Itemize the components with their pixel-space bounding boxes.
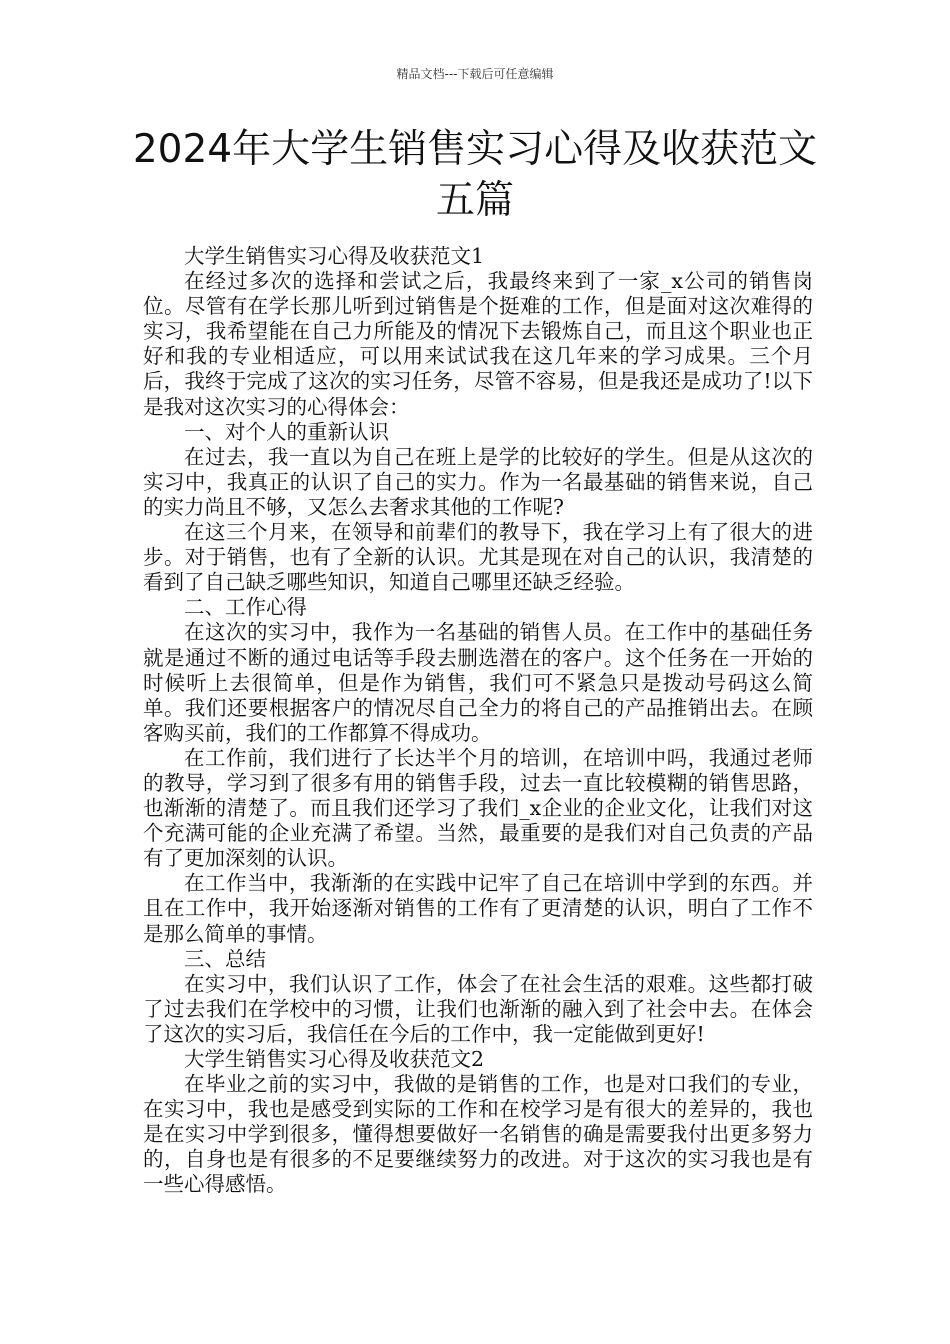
title-line-1: 2024年大学生销售实习心得及收获范文	[132, 127, 818, 172]
paragraph: 在工作当中，我渐渐的在实践中记牢了自己在培训中学到的东西。并且在工作中，我开始逐渐对销售的工作有了更清楚的认识，明白了工作不是那么简单的事情。	[143, 871, 813, 946]
subsection-heading: 一、对个人的重新认识	[184, 419, 389, 444]
subsection-heading: 三、总结	[184, 946, 266, 971]
paragraph: 在实习中，我们认识了工作，体会了在社会生活的艰难。这些都打破了过去我们在学校中的习惯，让我们也渐渐的融入到了社会中去。在体会了这次的实习后，我信任在今后的工作中，我一定能做到更好!	[143, 971, 813, 1046]
subsection-heading: 二、工作心得	[184, 595, 307, 620]
document-title	[60, 124, 890, 226]
section-heading: 大学生销售实习心得及收获范文2	[184, 1047, 485, 1071]
title-line-2: 五篇	[435, 178, 514, 223]
paragraph: 在工作前，我们进行了长达半个月的培训，在培训中吗，我通过老师的教导，学习到了很多有用的销售手段，过去一直比较模糊的销售思路，也渐渐的清楚了。而且我们还学习了我们_x企业的企业文化，让我们对这个充满可能的企业充满了希望。当然，最重要的是我们对自己负责的产品有了更加深刻的认识。	[143, 745, 813, 871]
paragraph: 在毕业之前的实习中，我做的是销售的工作，也是对口我们的专业，在实习中，我也是感受到实际的工作和在校学习是有很大的差异的，我也是在实习中学到很多，懂得想要做好一名销售的确是需要我付出更多努力的，自身也是有很多的不足要继续努力的改进。对于这次的实习我也是有一些心得感悟。	[143, 1072, 813, 1197]
paragraph: 在过去，我一直以为自己在班上是学的比较好的学生。但是从这次的实习中，我真正的认识了自己的实力。作为一名最基础的销售来说，自己的实力尚且不够，又怎么去奢求其他的工作呢?	[143, 444, 813, 519]
section-heading: 大学生销售实习心得及收获范文1	[184, 244, 485, 268]
paragraph: 在经过多次的选择和尝试之后，我最终来到了一家_x公司的销售岗位。尽管有在学长那儿听到过销售是个挺难的工作，但是面对这次难得的实习，我希望能在自己力所能及的情况下去锻炼自己，而且这个职业也正好和我的专业相适应，可以用来试试我在这几年来的学习成果。三个月后，我终于完成了这次的实习任务，尽管不容易，但是我还是成功了!以下是我对这次实习的心得体会：	[143, 269, 813, 419]
page-header: 精品文档---下载后可任意编辑	[396, 67, 554, 81]
paragraph: 在这三个月来，在领导和前辈们的教导下，我在学习上有了很大的进步。对于销售，也有了全新的认识。尤其是现在对自己的认识，我清楚的看到了自己缺乏哪些知识，知道自己哪里还缺乏经验。	[143, 520, 813, 595]
paragraph: 在这次的实习中，我作为一名基础的销售人员。在工作中的基础任务就是通过不断的通过电话等手段去删选潜在的客户。这个任务在一开始的时候听上去很简单，但是作为销售，我们可不紧急只是拨动号码这么简单。我们还要根据客户的情况尽自己全力的将自己的产品推销出去。在顾客购买前，我们的工作都算不得成功。	[143, 620, 813, 745]
document-body	[143, 244, 813, 1198]
